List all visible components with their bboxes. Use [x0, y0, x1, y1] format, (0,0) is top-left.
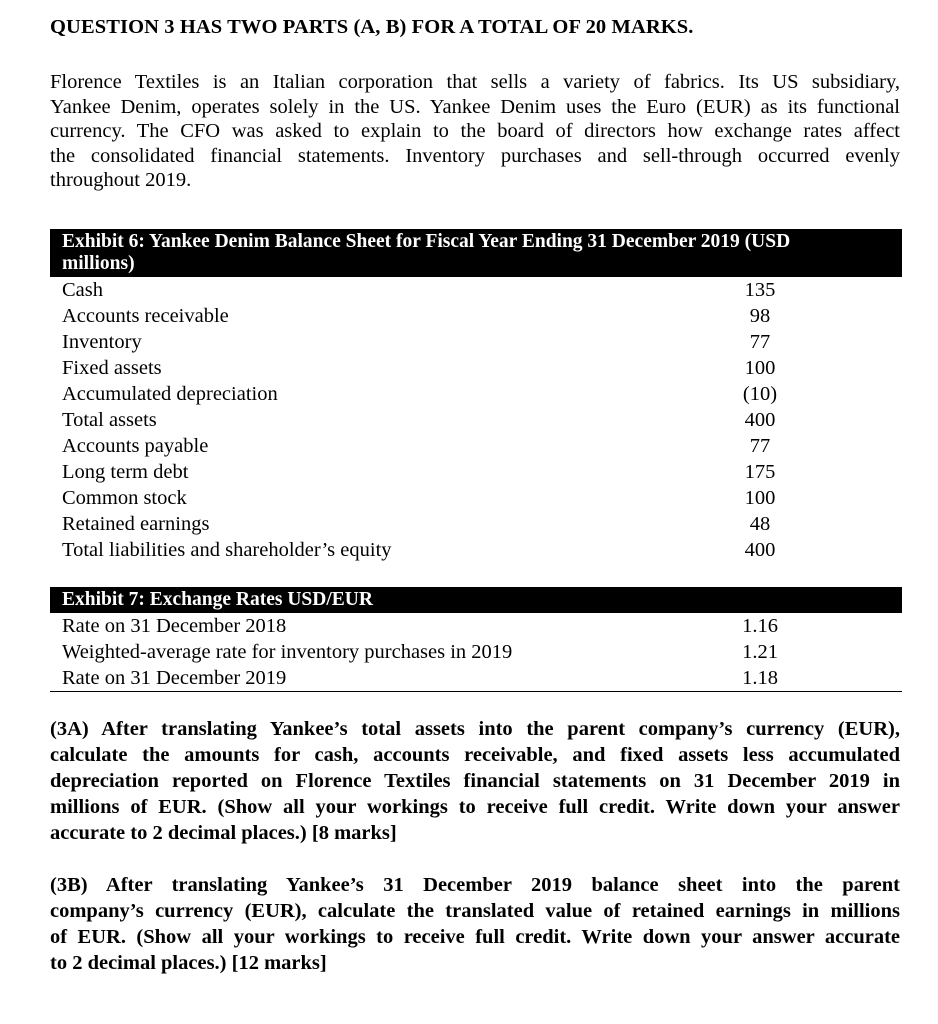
table-row [50, 613, 902, 639]
row-value: 77 [749, 331, 771, 353]
row-value: 1.18 [742, 667, 778, 689]
intro-line: currency. The CFO was asked to explain to the board of directors how exchange rates affect [50, 120, 900, 142]
table-row [50, 277, 902, 303]
row-value: 1.21 [742, 641, 778, 663]
question-line: to 2 decimal places.) [12 marks] [50, 952, 327, 974]
question-line: (3B) After translating Yankee’s 31 December 2019 balance sheet into the parent [50, 874, 900, 896]
row-label: Retained earnings [62, 513, 210, 535]
row-label: Long term debt [62, 461, 189, 483]
row-value: 400 [744, 539, 776, 561]
row-label: Accounts payable [62, 435, 209, 457]
intro-line: Yankee Denim, operates solely in the US. Yankee Denim uses the Euro (EUR) as its functional [50, 95, 900, 118]
table-row [50, 459, 902, 485]
question-line: depreciation reported on Florence Textiles financial statements on 31 December 2019 in [50, 770, 900, 792]
row-label: Total assets [62, 409, 157, 431]
intro-line: throughout 2019. [50, 169, 192, 191]
intro-line: the consolidated financial statements. Inventory purchases and sell-through occurred evenly [50, 144, 900, 167]
table-row [50, 355, 902, 381]
table-row [50, 381, 902, 407]
row-value: 98 [749, 305, 771, 327]
row-value: 175 [744, 461, 776, 483]
table-row [50, 639, 902, 665]
row-label: Weighted-average rate for inventory purchases in 2019 [62, 641, 513, 663]
table-row [50, 511, 902, 537]
exhibit-7-table [50, 587, 902, 692]
row-value: 135 [744, 279, 776, 301]
row-value: 100 [744, 487, 776, 509]
intro-paragraph [50, 70, 900, 193]
exhibit-6-title-line-1: Exhibit 6: Yankee Denim Balance Sheet for Fiscal Year Ending 31 December 2019 (USD [62, 231, 791, 252]
row-label: Accounts receivable [62, 305, 229, 327]
table-row [50, 433, 902, 459]
row-label: Rate on 31 December 2018 [62, 615, 287, 637]
table-row [50, 485, 902, 511]
row-value: 400 [744, 409, 776, 431]
exhibit-6-title-line-2: millions) [62, 253, 135, 274]
row-label: Accumulated depreciation [62, 383, 278, 405]
question-line: accurate to 2 decimal places.) [8 marks] [50, 822, 397, 844]
row-label: Cash [62, 279, 103, 301]
row-value: (10) [742, 383, 778, 405]
table-row [50, 303, 902, 329]
row-label: Inventory [62, 331, 142, 353]
row-label: Fixed assets [62, 357, 162, 379]
table-row [50, 329, 902, 355]
question-line: (3A) After translating Yankee’s total assets into the parent company’s currency (EUR), [50, 718, 900, 740]
row-label: Common stock [62, 487, 187, 509]
row-value: 100 [744, 357, 776, 379]
exhibit-6-title [50, 229, 902, 277]
question-heading: QUESTION 3 HAS TWO PARTS (A, B) FOR A TOTAL OF 20 MARKS. [50, 16, 694, 38]
table-row [50, 537, 902, 563]
row-value: 1.16 [742, 615, 778, 637]
exhibit-6-table [50, 229, 902, 563]
row-label: Total liabilities and shareholder’s equity [62, 539, 392, 561]
question-3a [50, 716, 900, 846]
question-line: company’s currency (EUR), calculate the translated value of retained earnings in millions [50, 900, 900, 922]
question-line: millions of EUR. (Show all your workings to receive full credit. Write down your answer [50, 796, 900, 818]
table-row [50, 665, 902, 691]
row-value: 48 [749, 513, 771, 535]
table-row [50, 407, 902, 433]
intro-line: Florence Textiles is an Italian corporation that sells a variety of fabrics. Its US subsidiary, [50, 71, 900, 93]
row-value: 77 [749, 435, 771, 457]
question-line: calculate the amounts for cash, accounts receivable, and fixed assets less accumulated [50, 744, 900, 766]
exhibit-7-title: Exhibit 7: Exchange Rates USD/EUR [50, 587, 902, 613]
question-3b [50, 872, 900, 976]
question-line: of EUR. (Show all your workings to receive full credit. Write down your answer accurate [50, 926, 900, 948]
row-label: Rate on 31 December 2019 [62, 667, 287, 689]
